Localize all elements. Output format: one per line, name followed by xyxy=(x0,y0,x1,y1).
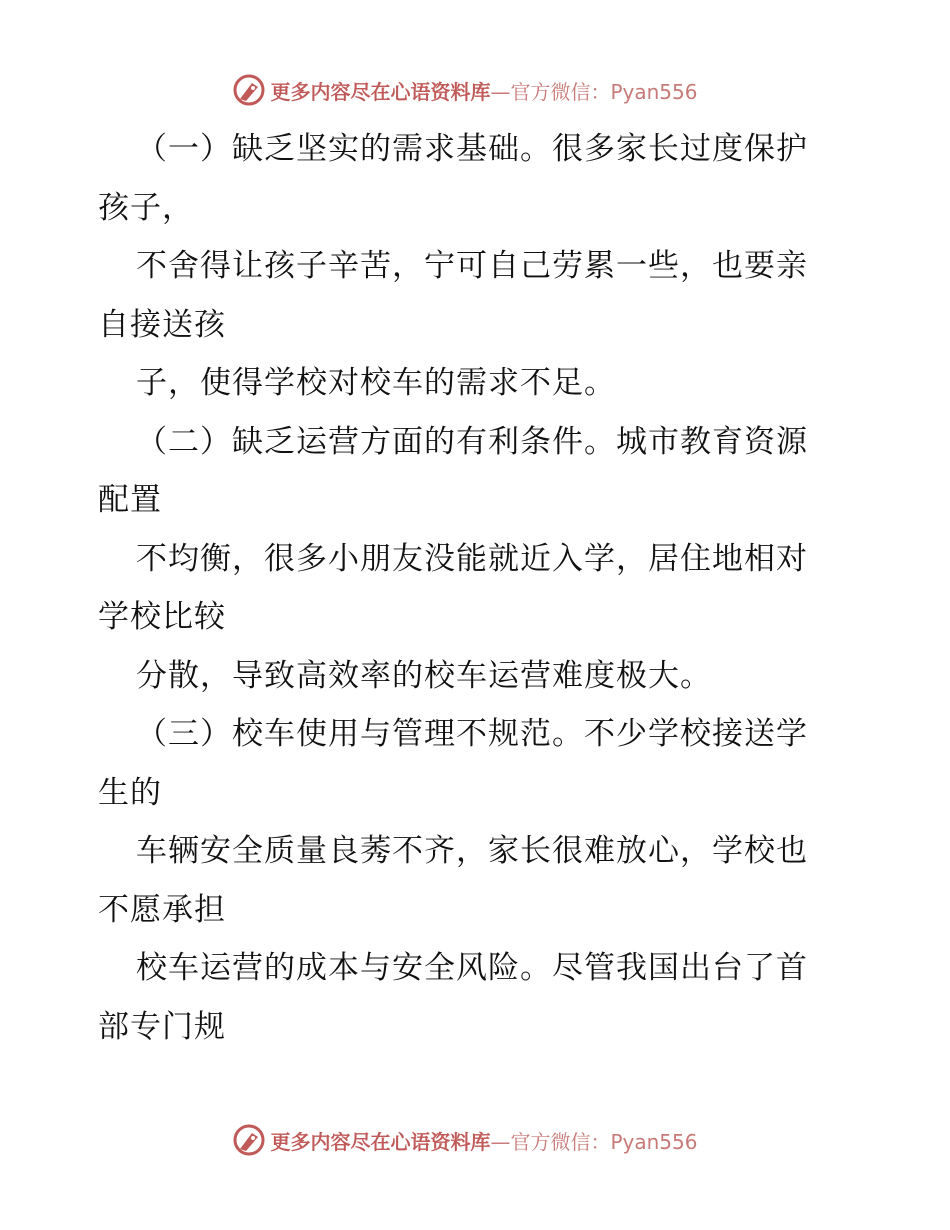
paragraph-line: 车辆安全质量良莠不齐，家长很难放心，学校也 xyxy=(136,833,808,869)
header-contact: 官方微信：Pyan556 xyxy=(510,79,698,104)
paragraph-line: 孩子， xyxy=(98,189,194,226)
paragraph-line: 子，使得学校对校车的需求不足。 xyxy=(136,365,616,401)
paragraph-line: 配置 xyxy=(98,482,162,518)
paragraph-line: 分散，导致高效率的校车运营难度极大。 xyxy=(136,657,712,694)
header-text xyxy=(270,76,697,105)
paragraph-line: 校车运营的成本与安全风险。尽管我国出台了首 xyxy=(136,950,808,986)
paragraph-line: （一）缺乏坚实的需求基础。很多家长过度保护 xyxy=(136,131,808,167)
paragraph-line: 学校比较 xyxy=(98,599,226,635)
pen-nib-circle-icon xyxy=(232,73,266,107)
footer-separator: — xyxy=(490,1129,511,1154)
footer-banner xyxy=(0,1120,950,1160)
paragraph-line: （二）缺乏运营方面的有利条件。城市教育资源 xyxy=(136,423,808,460)
footer-contact: 官方微信：Pyan556 xyxy=(510,1129,698,1154)
header-banner xyxy=(0,70,950,110)
paragraph-line: 部专门规 xyxy=(98,1008,226,1045)
header-separator: — xyxy=(490,79,511,104)
paragraph-line: 自接送孩 xyxy=(98,306,226,343)
footer-brand: 更多内容尽在心语资料库 xyxy=(270,1129,491,1154)
footer-banner-inner xyxy=(232,1123,697,1157)
paragraph-line: 不舍得让孩子辛苦，宁可自己劳累一些，也要亲 xyxy=(136,248,808,284)
paragraph-line: （三）校车使用与管理不规范。不少学校接送学 xyxy=(136,716,808,752)
pen-nib-circle-icon xyxy=(232,1123,266,1157)
document-body xyxy=(98,120,858,1056)
paragraph-line: 不均衡，很多小朋友没能就近入学，居住地相对 xyxy=(136,540,808,577)
footer-text xyxy=(270,1126,697,1155)
header-brand: 更多内容尽在心语资料库 xyxy=(270,79,491,104)
header-banner-inner xyxy=(232,73,697,107)
paragraph-line: 生的 xyxy=(98,774,162,811)
paragraph-line: 不愿承担 xyxy=(98,891,226,928)
